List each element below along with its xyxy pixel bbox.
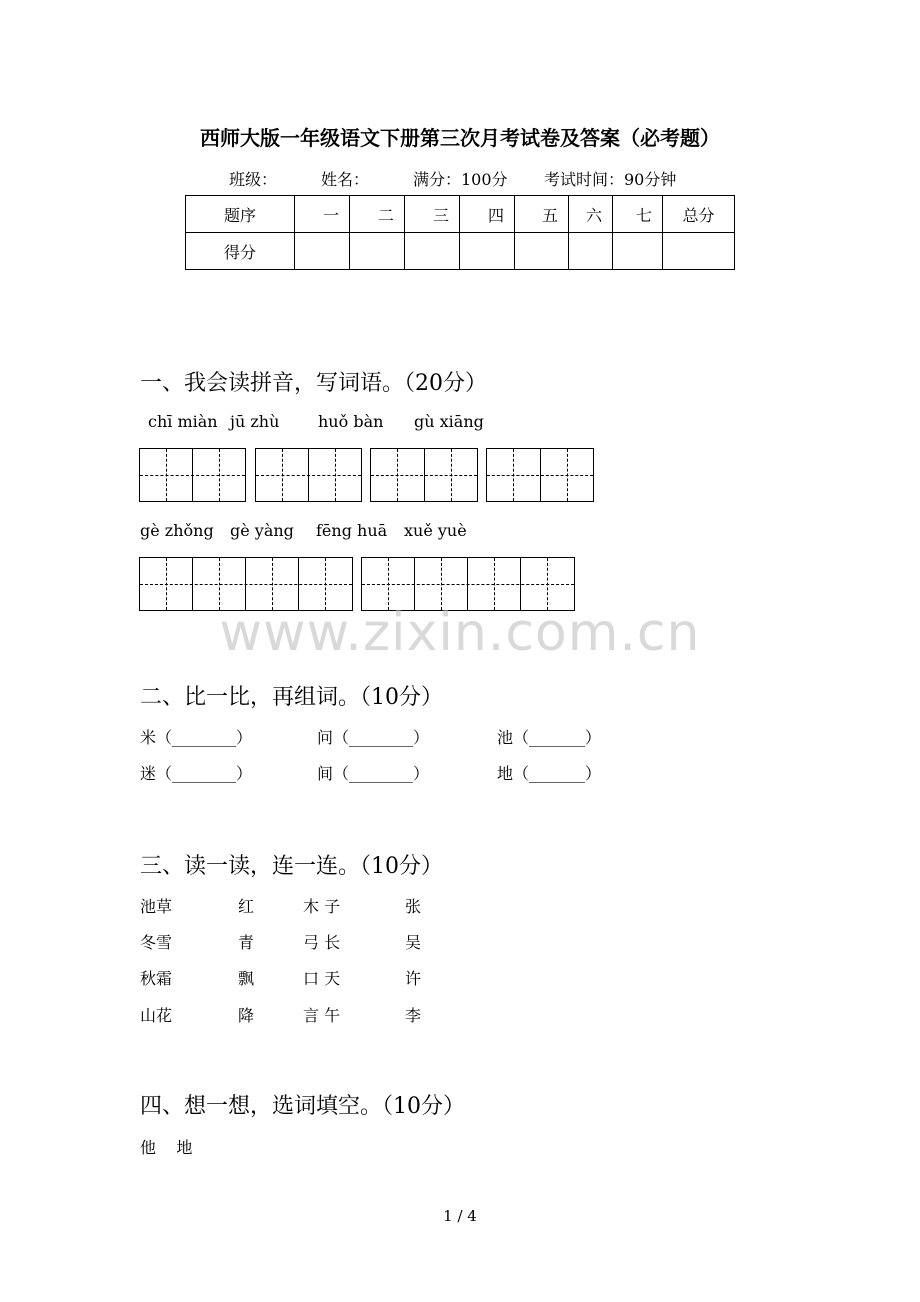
score-cell[interactable] [613,233,663,270]
writing-grid[interactable] [139,448,246,502]
match-word: 言 午 [303,1006,341,1025]
pinyin-label: jū zhù [230,412,280,431]
score-table [185,195,735,270]
fill-blank-item[interactable]: 地（_______） [497,764,602,783]
table-header-cell: 一 [295,196,350,233]
match-word: 吴 [405,933,422,952]
writing-grid[interactable] [486,448,594,502]
section-4-title: 四、想一想，选词填空。（10分） [140,1094,465,1119]
pinyin-label: gè zhǒng [140,521,214,540]
writing-grid[interactable] [255,448,362,502]
match-word: 李 [405,1006,422,1025]
match-word: 口 天 [303,969,341,988]
match-word: 青 [238,933,255,952]
section-2-title: 二、比一比，再组词。（10分） [140,685,443,710]
score-cell[interactable] [295,233,350,270]
name-label: 姓名： [321,170,370,189]
table-header-cell: 七 [613,196,663,233]
match-word: 降 [238,1006,255,1025]
pinyin-label: huǒ bàn [318,412,384,431]
table-row [186,196,735,233]
section-3-title: 三、读一读，连一连。（10分） [140,854,443,879]
score-cell[interactable] [569,233,613,270]
fill-blank-item[interactable]: 迷（________） [140,764,253,783]
class-label: 班级： [229,170,278,189]
fill-blank-item[interactable]: 池（_______） [497,728,602,747]
table-header-cell: 六 [569,196,613,233]
score-cell[interactable] [405,233,460,270]
match-word: 张 [405,897,422,916]
full-score: 满分：100分 [413,170,508,189]
score-cell[interactable] [515,233,569,270]
exam-time: 考试时间：90分钟 [544,170,677,189]
pinyin-label: gù xiāng [414,412,484,431]
score-cell[interactable] [350,233,405,270]
fill-blank-item[interactable]: 米（________） [140,728,253,747]
word-choices: 他 地 [140,1138,193,1157]
table-row-label: 得分 [186,233,295,270]
section-1-title: 一、我会读拼音，写词语。（20分） [140,371,487,396]
table-header-cell: 题序 [186,196,295,233]
watermark: www.zixin.com.cn [219,603,701,663]
match-word: 池草 [140,897,173,916]
table-header-cell: 五 [515,196,569,233]
match-word: 红 [238,897,255,916]
match-word: 弓 长 [303,933,341,952]
table-header-cell: 三 [405,196,460,233]
score-cell[interactable] [663,233,735,270]
pinyin-label: gè yàng [230,521,294,540]
match-word: 秋霜 [140,969,173,988]
match-word: 飘 [238,969,255,988]
score-cell[interactable] [460,233,515,270]
writing-grid[interactable] [370,448,478,502]
pinyin-label: chī miàn [148,412,218,431]
pinyin-label: fēng huā [316,521,388,540]
match-word: 木 子 [303,897,341,916]
fill-blank-item[interactable]: 间（________） [317,764,430,783]
match-word: 许 [405,969,422,988]
match-word: 冬雪 [140,933,173,952]
table-header-cell: 二 [350,196,405,233]
table-header-cell: 总分 [663,196,735,233]
match-word: 山花 [140,1006,173,1025]
table-row [186,233,735,270]
table-header-cell: 四 [460,196,515,233]
fill-blank-item[interactable]: 问（________） [317,728,430,747]
pinyin-label: xuě yuè [404,521,467,540]
page-title: 西师大版一年级语文下册第三次月考试卷及答案（必考题） [200,126,720,150]
page-number: 1 / 4 [443,1207,477,1225]
